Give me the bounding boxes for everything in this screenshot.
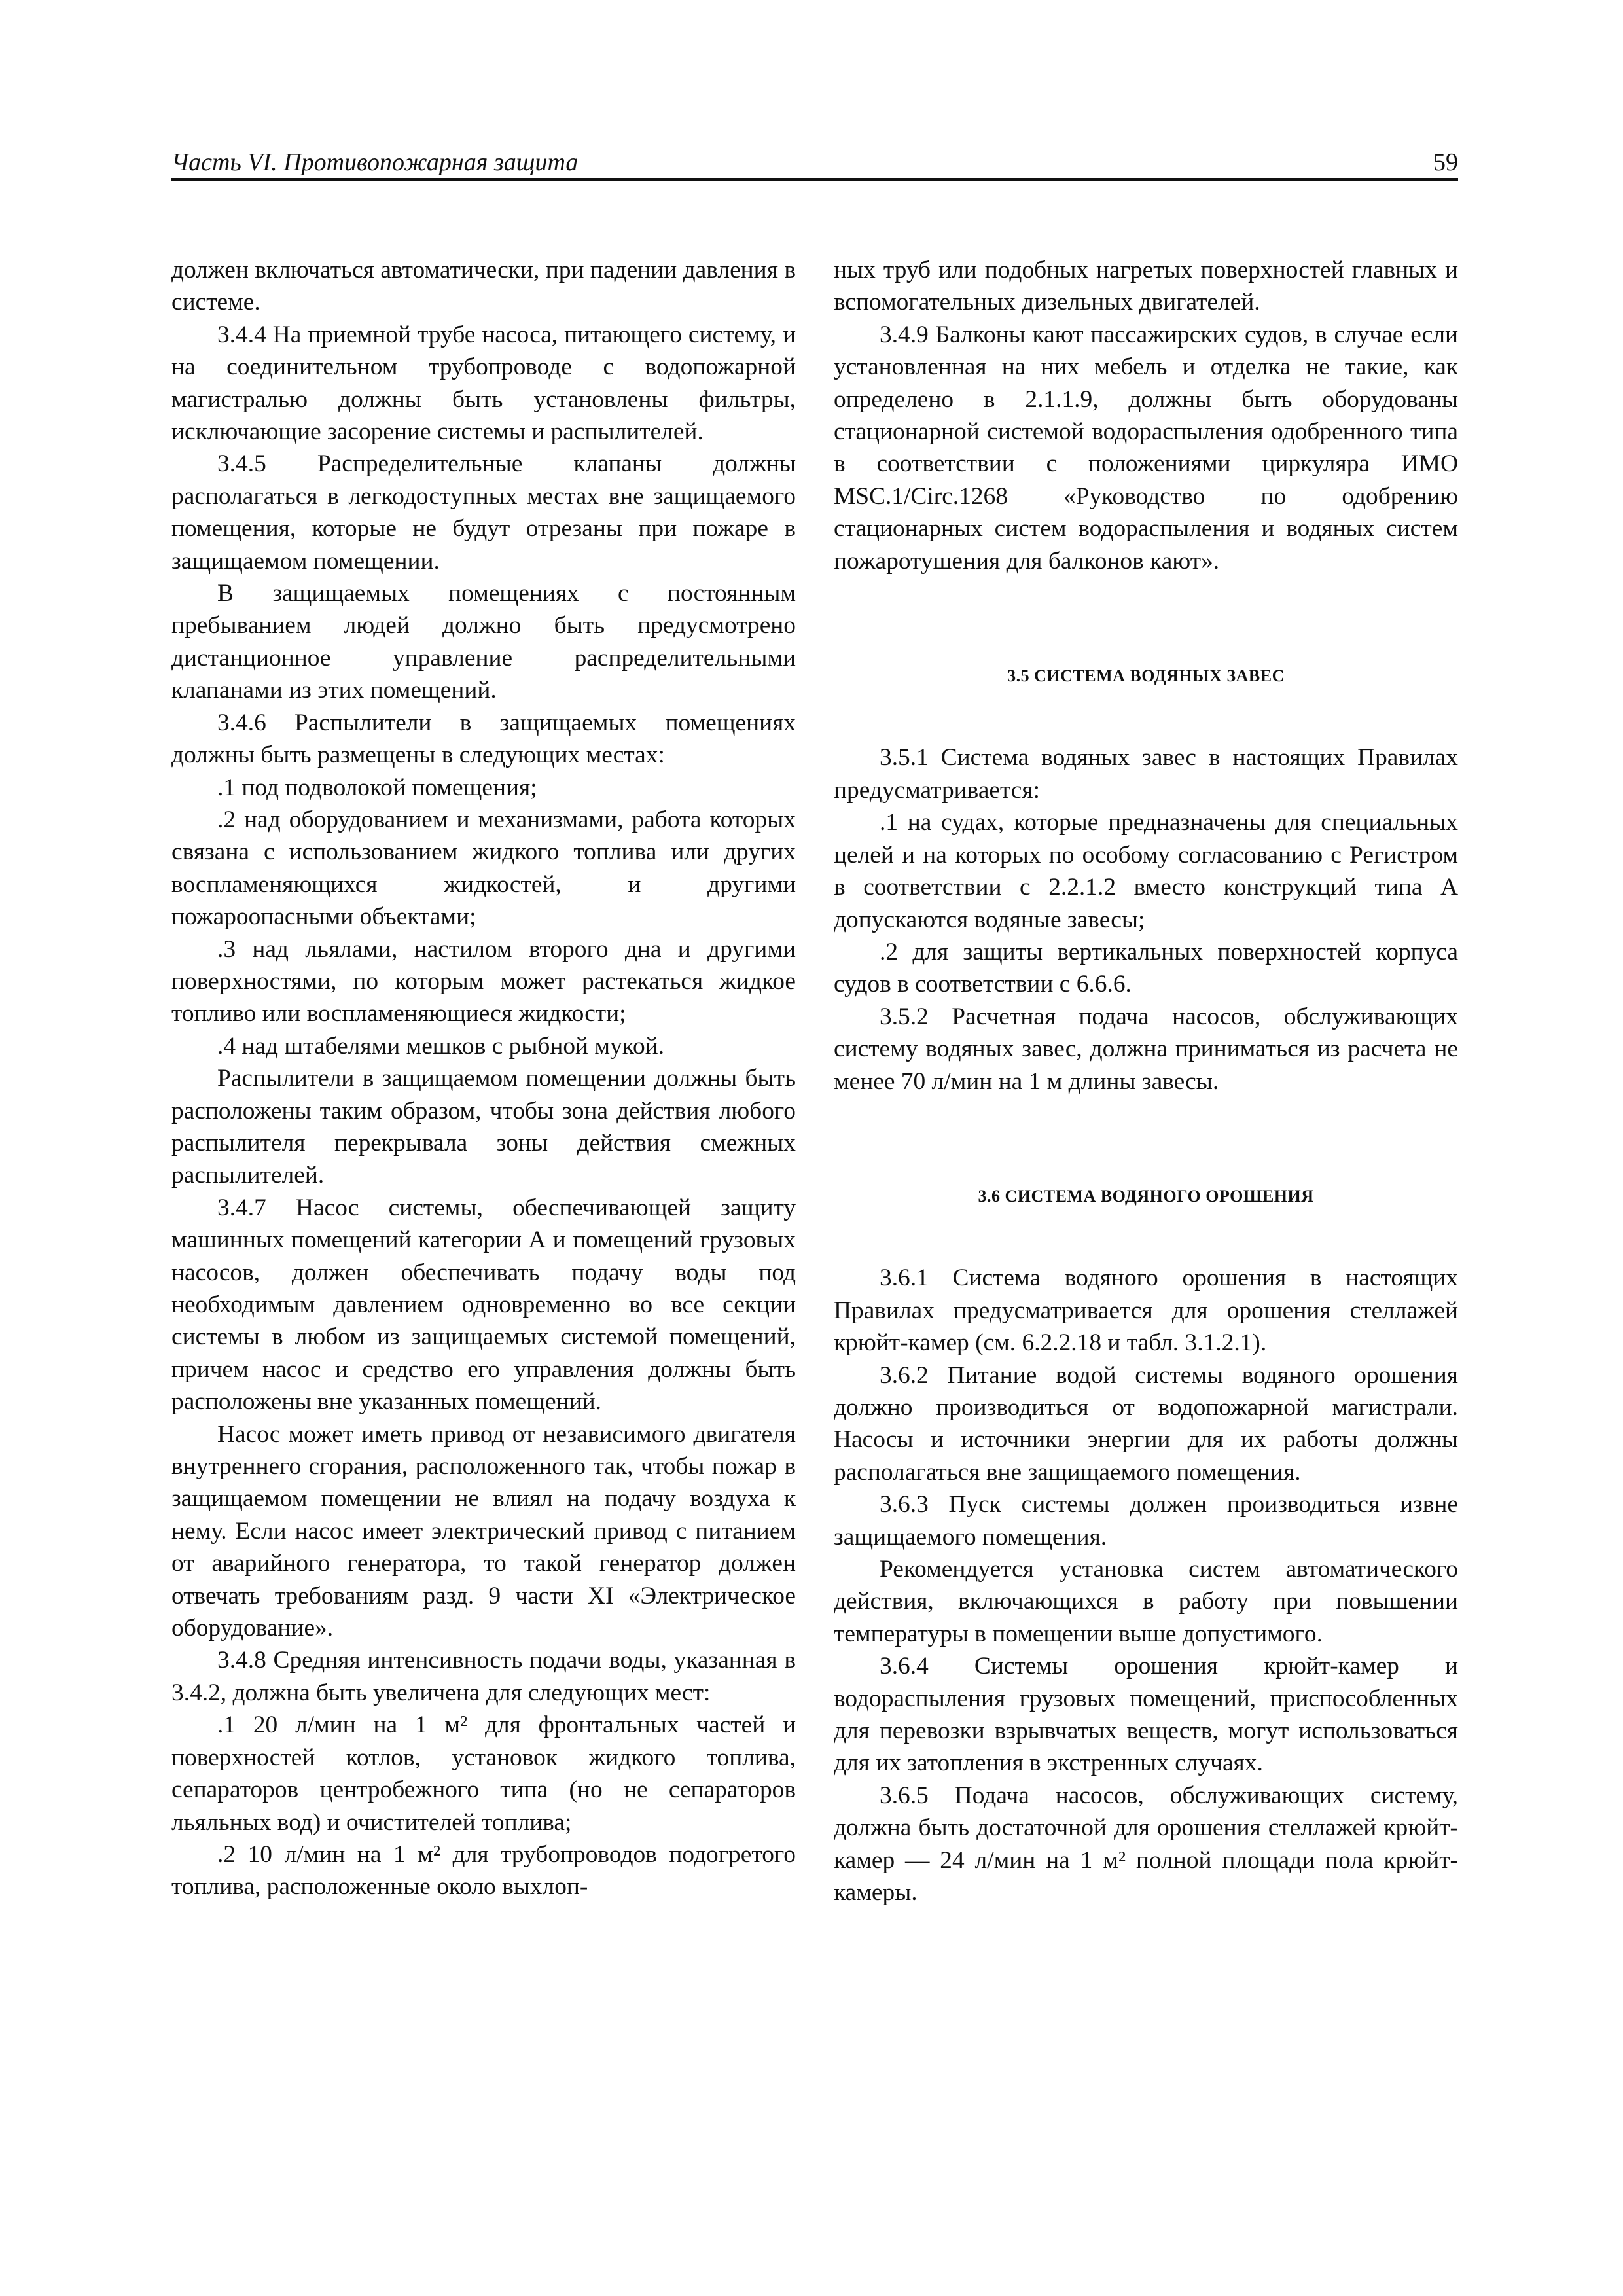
page-header (171, 145, 1458, 179)
list-item: .1 20 л/мин на 1 м² для фронтальных частей и поверхностей котлов, установок жидкого топлива, сепараторов центробежного типа (но не сепараторов льяльных вод) и очистителей топлива; (171, 1712, 796, 1836)
paragraph: В защищаемых помещениях с постоянным пребыванием людей должно быть предусмотрено дистанционное управление распределительными клапанами из этих помещений. (171, 580, 796, 704)
paragraph: должен включаться автоматически, при падении давления в системе. (171, 257, 796, 316)
paragraph: Насос может иметь привод от независимого двигателя внутреннего сгорания, расположенного так, чтобы пожар в защищаемом помещении не влиял на подачу воздуха к нему. Если насос имеет электрический привод с питанием от аварийного генератора, то такой генератор должен отвечать требованиям разд. 9 части XI «Электрическое оборудование». (171, 1420, 796, 1642)
header-rule (171, 178, 1458, 181)
section-heading-3-6: 3.6 СИСТЕМА ВОДЯНОГО ОРОШЕНИЯ (978, 1186, 1314, 1206)
paragraph-3-6-1: 3.6.1 Система водяного орошения в настоящих Правилах предусматривается для орошения стеллажей крюйт-камер (см. 6.2.2.18 и табл. 3.1.2.1). (834, 1265, 1458, 1357)
paragraph-3-6-5: 3.6.5 Подача насосов, обслуживающих систему, должна быть достаточной для орошения стеллажей крюйт-камер — 24 л/мин на 1 м² полной площади пола крюйт-камеры. (834, 1782, 1458, 1907)
list-item: .3 над льялами, настилом второго дна и другими поверхностями, по которым может растекаться жидкое топливо или воспламеняющиеся жидкости; (171, 935, 796, 1028)
page-number: 59 (1433, 149, 1458, 176)
paragraph-3-6-3: 3.6.3 Пуск системы должен производиться извне защищаемого помещения. (834, 1491, 1458, 1551)
paragraph: Распылители в защищаемом помещении должны быть расположены таким образом, чтобы зона действия любого распылителя перекрывала зоны действия смежных распылителей. (171, 1065, 796, 1189)
left-column (171, 254, 796, 1903)
paragraph-3-4-5: 3.4.5 Распределительные клапаны должны располагаться в легкодоступных местах вне защищаемого помещения, которые не будут отрезаны при пожаре в защищаемом помещении. (171, 450, 796, 575)
paragraph-3-6-2: 3.6.2 Питание водой системы водяного орошения должно производиться от водопожарной магистрали. Насосы и источники энергии для их работы должны располагаться вне защищаемого помещения. (834, 1361, 1458, 1486)
paragraph-3-5-2: 3.5.2 Расчетная подача насосов, обслуживающих систему водяных завес, должна приниматься из расчета не менее 70 л/мин на 1 м длины завесы. (834, 1003, 1458, 1095)
paragraph: ных труб или подобных нагретых поверхностей главных и вспомогательных дизельных двигателей. (834, 257, 1458, 316)
list-item: .2 для защиты вертикальных поверхностей корпуса судов в соответствии с 6.6.6. (834, 938, 1458, 998)
list-item: .2 над оборудованием и механизмами, работа которых связана с использованием жидкого топлива или других воспламеняющихся жидкостей, и другими пожароопасными объектами; (171, 806, 796, 931)
paragraph-3-6-4: 3.6.4 Системы орошения крюйт-камер и водораспыления грузовых помещений, приспособленных для перевозки взрывчатых веществ, могут использоваться для их затопления в экстренных случаях. (834, 1653, 1458, 1777)
paragraph-3-4-6: 3.4.6 Распылители в защищаемых помещениях должны быть размещены в следующих местах: (171, 709, 796, 769)
list-item: .1 под подволокой помещения; (217, 774, 537, 801)
paragraph-3-4-7: 3.4.7 Насос системы, обеспечивающей защиту машинных помещений категории А и помещений грузовых насосов, должен обеспечивать подачу воды под необходимым давлением одновременно во все секции системы в любом из защищаемых системой помещений, причем насос и средство его управления должны быть расположены вне указанных помещений. (171, 1194, 796, 1416)
right-column (834, 254, 1458, 1909)
paragraph-3-5-1: 3.5.1 Система водяных завес в настоящих Правилах предусматривается: (834, 744, 1458, 804)
list-item: .4 над штабелями мешков с рыбной мукой. (217, 1032, 665, 1060)
paragraph-3-4-9: 3.4.9 Балконы кают пассажирских судов, в случае если установленная на них мебель и отделка не такие, как определено в 2.1.1.9, должны быть оборудованы стационарной системой водораспыления одобренного типа в соответствии с положениями циркуляра ИМО MSC.1/Circ.1268 «Руководство по одобрению стационарных систем водораспыления и водяных систем пожаротушения для балконов кают». (834, 321, 1458, 575)
paragraph-3-4-4: 3.4.4 На приемной трубе насоса, питающего систему, и на соединительном трубопроводе с водопожарной магистралью должны быть установлены фильтры, исключающие засорение системы и распылителей. (171, 321, 796, 446)
paragraph-3-4-8: 3.4.8 Средняя интенсивность подачи воды, указанная в 3.4.2, должна быть увеличена для следующих мест: (171, 1647, 796, 1706)
section-heading-3-5: 3.5 СИСТЕМА ВОДЯНЫХ ЗАВЕС (1007, 666, 1285, 686)
paragraph: Рекомендуется установка систем автоматического действия, включающихся в работу при повышении температуры в помещении выше допустимого. (834, 1556, 1458, 1647)
running-title: Часть VI. Противопожарная защита (171, 149, 579, 176)
list-item: .2 10 л/мин на 1 м² для трубопроводов подогретого топлива, расположенные около выхлоп- (171, 1840, 796, 1901)
list-item: .1 на судах, которые предназначены для специальных целей и на которых по особому согласованию с Регистром в соответствии с 2.2.1.2 вместо конструкций типа А допускаются водяные завесы; (834, 809, 1458, 933)
